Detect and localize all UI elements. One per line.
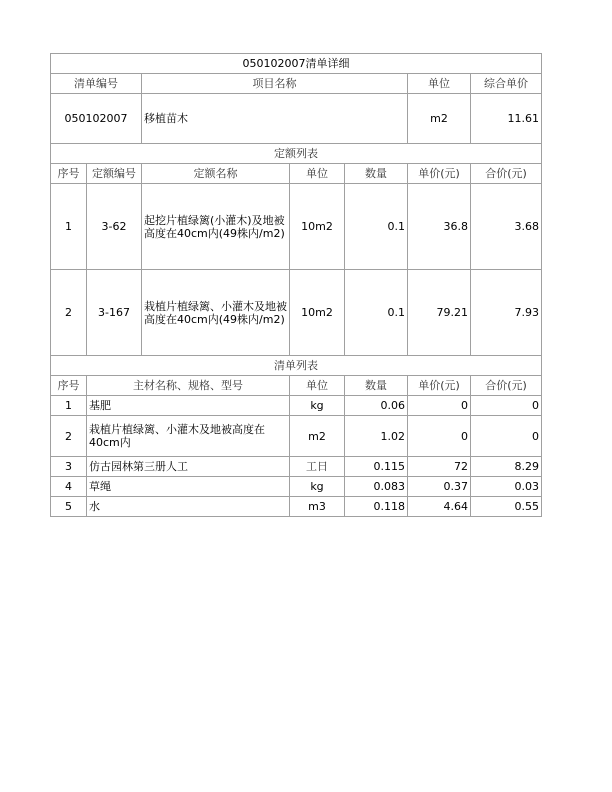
material-total: 0 bbox=[471, 396, 542, 416]
header-item-name: 项目名称 bbox=[142, 74, 408, 94]
material-qty: 0.06 bbox=[345, 396, 408, 416]
quota-code: 3-167 bbox=[87, 270, 142, 356]
material-unit: m3 bbox=[290, 497, 345, 517]
material-row bbox=[51, 416, 542, 457]
header-unit-price: 综合单价 bbox=[471, 74, 542, 94]
material-no: 4 bbox=[51, 477, 87, 497]
quota-qty: 0.1 bbox=[345, 270, 408, 356]
material-qty: 0.118 bbox=[345, 497, 408, 517]
materials-header-qty: 数量 bbox=[345, 376, 408, 396]
material-unit: kg bbox=[290, 477, 345, 497]
material-price: 0 bbox=[408, 396, 471, 416]
header-unit: 单位 bbox=[408, 74, 471, 94]
material-qty: 0.083 bbox=[345, 477, 408, 497]
quota-header-total: 合价(元) bbox=[471, 164, 542, 184]
quota-price: 36.8 bbox=[408, 184, 471, 270]
materials-header-no: 序号 bbox=[51, 376, 87, 396]
quota-header-name: 定额名称 bbox=[142, 164, 290, 184]
quota-no: 2 bbox=[51, 270, 87, 356]
quota-header-code: 定额编号 bbox=[87, 164, 142, 184]
bill-unit-price: 11.61 bbox=[471, 94, 542, 144]
quota-unit: 10m2 bbox=[290, 184, 345, 270]
material-unit: 工日 bbox=[290, 457, 345, 477]
material-total: 0.03 bbox=[471, 477, 542, 497]
bill-code: 050102007 bbox=[51, 94, 142, 144]
materials-header-unit: 单位 bbox=[290, 376, 345, 396]
material-qty: 1.02 bbox=[345, 416, 408, 457]
material-price: 72 bbox=[408, 457, 471, 477]
quota-no: 1 bbox=[51, 184, 87, 270]
materials-header-name: 主材名称、规格、型号 bbox=[87, 376, 290, 396]
bill-name: 移植苗木 bbox=[142, 94, 408, 144]
material-no: 1 bbox=[51, 396, 87, 416]
bill-row bbox=[51, 94, 542, 144]
material-name: 草绳 bbox=[87, 477, 290, 497]
material-name: 水 bbox=[87, 497, 290, 517]
quota-header-qty: 数量 bbox=[345, 164, 408, 184]
material-price: 4.64 bbox=[408, 497, 471, 517]
material-no: 2 bbox=[51, 416, 87, 457]
quota-total: 3.68 bbox=[471, 184, 542, 270]
material-name: 基肥 bbox=[87, 396, 290, 416]
materials-section-title: 清单列表 bbox=[51, 356, 542, 376]
material-unit: m2 bbox=[290, 416, 345, 457]
bill-detail-table bbox=[50, 53, 542, 517]
quota-qty: 0.1 bbox=[345, 184, 408, 270]
material-row bbox=[51, 497, 542, 517]
bill-unit: m2 bbox=[408, 94, 471, 144]
materials-header-total: 合价(元) bbox=[471, 376, 542, 396]
material-row bbox=[51, 477, 542, 497]
quota-name: 起挖片植绿篱(小灌木)及地被高度在40cm内(49株内/m2) bbox=[142, 184, 290, 270]
quota-code: 3-62 bbox=[87, 184, 142, 270]
material-row bbox=[51, 396, 542, 416]
material-total: 8.29 bbox=[471, 457, 542, 477]
material-row bbox=[51, 457, 542, 477]
material-no: 5 bbox=[51, 497, 87, 517]
material-unit: kg bbox=[290, 396, 345, 416]
material-no: 3 bbox=[51, 457, 87, 477]
materials-header-price: 单价(元) bbox=[408, 376, 471, 396]
quota-total: 7.93 bbox=[471, 270, 542, 356]
material-name: 仿古园林第三册人工 bbox=[87, 457, 290, 477]
quota-price: 79.21 bbox=[408, 270, 471, 356]
material-name: 栽植片植绿篱、小灌木及地被高度在40cm内 bbox=[87, 416, 290, 457]
material-price: 0.37 bbox=[408, 477, 471, 497]
quota-row bbox=[51, 184, 542, 270]
material-total: 0 bbox=[471, 416, 542, 457]
table-title: 050102007清单详细 bbox=[51, 54, 542, 74]
quota-row bbox=[51, 270, 542, 356]
quota-name: 栽植片植绿篱、小灌木及地被高度在40cm内(49株内/m2) bbox=[142, 270, 290, 356]
header-bill-code: 清单编号 bbox=[51, 74, 142, 94]
quota-header-price: 单价(元) bbox=[408, 164, 471, 184]
material-qty: 0.115 bbox=[345, 457, 408, 477]
material-total: 0.55 bbox=[471, 497, 542, 517]
material-price: 0 bbox=[408, 416, 471, 457]
quota-section-title: 定额列表 bbox=[51, 144, 542, 164]
quota-header-no: 序号 bbox=[51, 164, 87, 184]
quota-unit: 10m2 bbox=[290, 270, 345, 356]
quota-header-unit: 单位 bbox=[290, 164, 345, 184]
